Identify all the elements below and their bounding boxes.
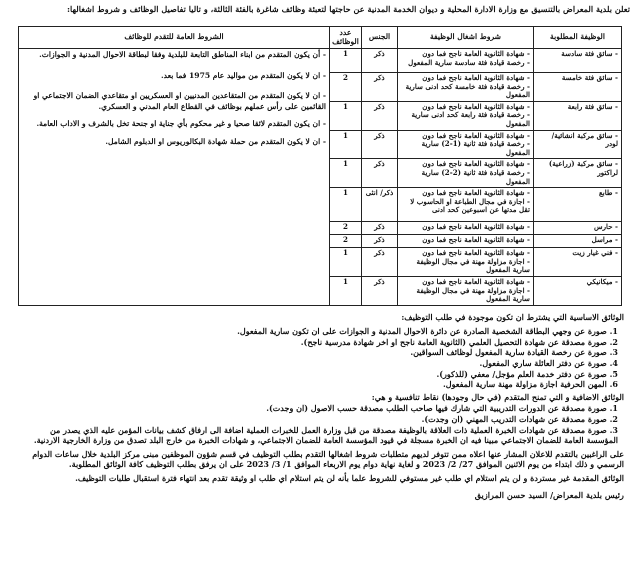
qualification-line: - شهادة الثانوية العامة ناجح فما دون [422, 235, 530, 245]
qualification-line: - شهادة الثانوية العامة ناجح فما دون [422, 248, 530, 258]
job-count: 1 [330, 188, 362, 222]
job-count: 1 [330, 248, 362, 277]
job-title: - سائق فئة رابعة [534, 101, 622, 130]
job-title: - سائق مركبة انشائية/ لودر [534, 130, 622, 159]
qualification-line: - شهادة الثانوية العامة ناجح فما دون [422, 276, 530, 286]
qualification-line: - شهادة الثانوية العامة ناجح فما دون [422, 49, 530, 58]
list-item: 2. صورة مصدقة عن شهادة التحصيل العلمي (الثانوية العامة ناجح او اخر شهادة مدرسية ناجح). [300, 336, 618, 347]
qualification-line: - شهادة الثانوية العامة ناجح فما دون [422, 130, 530, 140]
job-count: 1 [330, 276, 362, 305]
condition-item: - ان لا يكون المتقدم من مواليد عام 1975 فما بعد. [160, 70, 326, 80]
list-item: 6. المهن الحرفية اجازة مزاولة مهنة سارية المفعول. [443, 379, 618, 390]
job-qualification [398, 130, 534, 159]
job-sex: ذكر/ انثى [362, 188, 398, 222]
list-item: 3. صورة مصدقة عن شهادات الخبرة العملية ذات العلاقة بالوظيفة مصدقة من قبل وزارة العمل للخبرات العملية اضافة الى ارفاق كشف بيانات المؤمن عليه الذي يصدر من المؤسسة العامة للضمان الاجتماعي مبينا فيه ان الخبرة مسجلة في قيود المؤسسة العامة للضمان الاجتماعي، و شهادات الخبرة من خارج البلد تصدق من وزارة الخارجية الاردنية. [33, 424, 618, 446]
job-count: 1 [330, 130, 362, 159]
header-count: عدد الوظائف [330, 27, 362, 49]
job-sex: ذكر [362, 130, 398, 159]
condition-item: - ان لا يكون المتقدم من المتقاعدين المدنيين او العسكريين او متقاعدي الضمان الاجتماعي او القائمين على رأس عملهم بوظائف في القطاع العام المدني و العسكري. [33, 91, 326, 111]
job-sex: ذكر [362, 73, 398, 102]
list-item: 4. صورة عن دفتر العائلة ساري المفعول. [479, 358, 618, 369]
condition-item: - أن يكون المتقدم من ابناء المناطق التابعة للبلدية وفقا لبطاقة الاحوال المدنية و الجوازات. [39, 50, 326, 59]
intro-text: تعلن بلدية المعراض بالتنسيق مع وزارة الادارة المحلية و ديوان الخدمة المدنية عن حاجتها لتعبئة وظائف شاغرة بالفئة الثالثة، و تاليا تفاصيل الوظائف و شروط اشغالها: [66, 4, 630, 14]
job-qualification [398, 159, 534, 188]
job-count: 1 [330, 49, 362, 73]
job-count: 1 [330, 159, 362, 188]
qualification-line: - رخصة قيادة فئة خامسة كحد ادنى سارية المفعول [405, 81, 530, 100]
list-item: 1. صورة عن وجهي البطاقة الشخصية الصادرة عن دائرة الاحوال المدنية و الجوازات على ان تكون سارية المفعول. [237, 326, 618, 337]
job-title: - سائق فئة سادسة [534, 49, 622, 73]
condition-item: - ان لا يكون المتقدم من حملة شهادة البكالوريوس او الدبلوم الشامل. [105, 136, 326, 146]
basic-documents-heading: الوثائق الاساسية التي يشترط ان تكون موجودة في طلب التوظيف: [401, 311, 624, 322]
header-title: الوظيفة المطلوبة [534, 27, 622, 49]
qualification-line: - شهادة الثانوية العامة ناجح فما دون [422, 159, 530, 169]
qualification-line: - شهادة الثانوية العامة ناجح فما دون [422, 73, 530, 82]
jobs-table-header [19, 27, 622, 49]
job-count: 2 [330, 222, 362, 235]
general-conditions [19, 49, 330, 306]
job-title: - مراسل [534, 235, 622, 248]
job-sex: ذكر [362, 159, 398, 188]
job-title: - سائق فئة خامسة [534, 73, 622, 102]
basic-documents-section [10, 312, 630, 390]
qualification-line: - رخصة قيادة فئة سادسة سارية المفعول [408, 57, 530, 67]
job-title: - طابع [534, 188, 622, 222]
job-count: 2 [330, 73, 362, 102]
qualification-line: - اجازة في مجال الطباعة او الحاسوب لا تقل مدتها عن اسبوعين كحد ادنى [410, 196, 530, 215]
job-qualification [398, 101, 534, 130]
list-item: 3. صورة عن رخصة القيادة سارية المفعول لوظائف السواقين. [410, 347, 618, 358]
header-sex: الجنس [362, 27, 398, 49]
job-count: 2 [330, 235, 362, 248]
job-qualification [398, 235, 534, 248]
header-qualification: شروط اشغال الوظيفة [398, 27, 534, 49]
job-qualification [398, 73, 534, 102]
job-title: - فني غيار زيت [534, 248, 622, 277]
extra-documents-heading: الوثائق الاضافية و التي تمنح المتقدم (في حال وجودها) نقاط تنافسية و هي: [371, 391, 624, 402]
qualification-line: - اجازة مزاولة مهنة في مجال الوظيفة سارية المفعول [416, 285, 530, 304]
job-title: - سائق مركبة (زراعية) لراكتور [534, 159, 622, 188]
application-note: على الراغبين بالتقدم للاعلان المشار عنها اعلاه ممن تتوفر لديهم متطلبات شروط اشغالها التقدم بطلب التوظيف في قسم شؤون الموظفين مبنى مركز البلدية خلال ساعات الدوام الرسمي و ذلك ابتداء من يوم الاثنين الموافق 27/ 2/ 2023 و لغاية نهاية دوام يوم الاربعاء الموافق 1/ 3/ 2023 على ان يرفق بطلب التوظيف كافة الوثائق المطلوبة. [32, 448, 624, 470]
qualification-line: - اجازة مزاولة مهنة في مجال الوظيفة سارية المفعول [416, 256, 530, 275]
signature: رئيس بلدية المعراض/ السيد حسن المرازيق [474, 489, 624, 500]
job-qualification [398, 188, 534, 222]
list-item: 5. صورة عن دفتر خدمة العلم مؤجل/ معفي (للذكور). [436, 368, 618, 379]
job-sex: ذكر [362, 276, 398, 305]
job-sex: ذكر [362, 248, 398, 277]
jobs-table [18, 26, 622, 306]
job-sex: ذكر [362, 101, 398, 130]
table-row [19, 49, 622, 73]
job-sex: ذكر [362, 235, 398, 248]
list-item: 2. صورة مصدقة عن شهادات التدريب المهني (ان وجدت). [421, 414, 618, 425]
job-title: - ميكانيكي [534, 276, 622, 305]
job-sex: ذكر [362, 49, 398, 73]
job-count: 1 [330, 101, 362, 130]
extra-documents-section [10, 392, 630, 446]
list-item: 1. صورة مصدقة عن الدورات التدريبية التي شارك فيها صاحب الطلب مصدقة حسب الاصول (ان وجدت). [266, 403, 618, 414]
job-qualification [398, 248, 534, 277]
qualification-line: - شهادة الثانوية العامة ناجح فما دون [422, 101, 530, 111]
qualification-line: - رخصة قيادة فئة رابعة كحد ادنى سارية المفعول [411, 110, 530, 128]
qualification-line: - شهادة الثانوية العامة ناجح فما دون [422, 188, 530, 198]
warning-note: الوثائق المقدمة غير مستردة و لن يتم استلام اي طلب غير مستوفي للشروط علما بأنه لن يتم استلام اي طلب او وثيقة تقدم بعد انتهاء فترة استقبال طلبات التوظيف. [75, 473, 624, 483]
job-qualification [398, 222, 534, 235]
header-conditions: الشروط العامة للتقدم للوظائف [19, 27, 330, 49]
job-sex: ذكر [362, 222, 398, 235]
condition-item: - ان يكون المتقدم لائقا صحيا و غير محكوم بأي جناية او جنحة تخل بالشرف و الاداب العامة. [36, 119, 326, 128]
job-qualification [398, 49, 534, 73]
qualification-line: - شهادة الثانوية العامة ناجح فما دون [422, 222, 530, 232]
qualification-line: - رخصة قيادة فئة ثانية (2-2) سارية المفعول [421, 167, 530, 186]
qualification-line: - رخصة قيادة فئة ثانية (1-2) سارية المفعول [421, 139, 530, 157]
job-qualification [398, 276, 534, 305]
job-title: - حارس [534, 222, 622, 235]
